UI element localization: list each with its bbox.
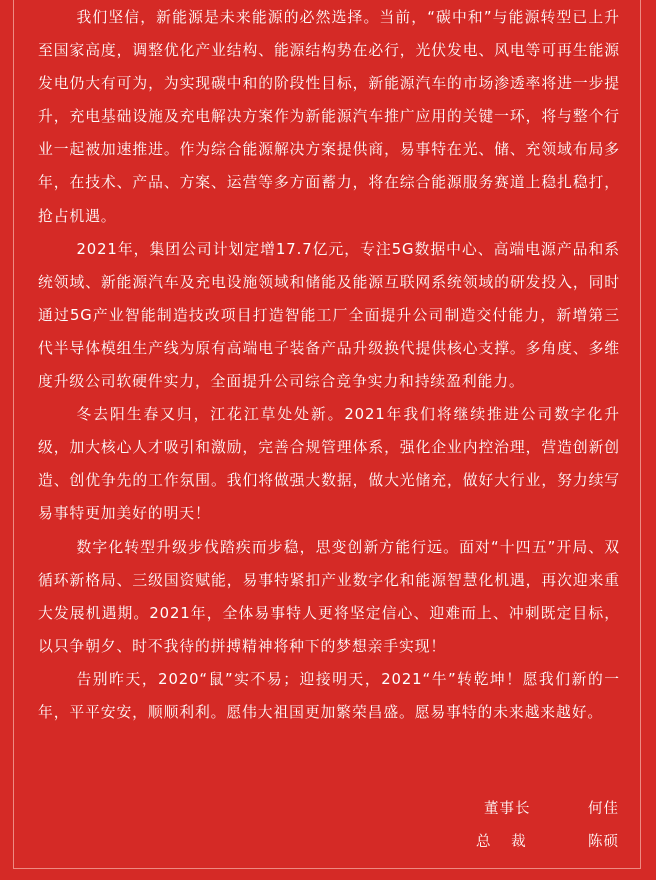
signature-name-chairman: 何佳	[588, 801, 619, 817]
paragraph-new-energy: 我们坚信，新能源是未来能源的必然选择。当前，“碳中和”与能源转型已上升至国家高度，调整优化产业结构、能源结构势在必行，光伏发电、风电等可再生能源发电仍大有可为，为实现碳中和的阶段性目标，新能源汽车的市场渗透率将进一步提升，充电基础设施及充电解决方案作为新能源汽车推广应用的关键一环，将与整个行业一起被加速推进。作为综合能源解决方案提供商，易事特在光、储、充领域布局多年，在技术、产品、方案、运营等多方面蓄力，将在综合能源服务赛道上稳扎稳打，抢占机遇。	[38, 9, 620, 225]
signature-title-chairman: 董事长	[484, 801, 531, 817]
signature-title-president: 总 裁	[476, 834, 527, 850]
paragraph-new-year-wishes: 告别昨天，2020“鼠”实不易；迎接明天，2021“牛”转乾坤！愿我们新的一年，平平安安，顺顺利利。愿伟大祖国更加繁荣昌盛。愿易事特的未来越来越好。	[38, 670, 620, 721]
paragraph-investment-plan: 2021年，集团公司计划定增17.7亿元，专注5G数据中心、高端电源产品和系统领域、新能源汽车及充电设施领域和储能及能源互联网系统领域的研发投入，同时通过5G产业智能制造技改项目打造智能工厂全面提升公司制造交付能力，新增第三代半导体模组生产线为原有高端电子装备产品升级换代提供核心支撑。多角度、多维度升级公司软硬件实力，全面提升公司综合竞争实力和持续盈利能力。	[38, 240, 620, 391]
signature-name-president: 陈硕	[588, 834, 619, 850]
paragraph-digital-upgrade: 冬去阳生春又归，江花江草处处新。2021年我们将继续推进公司数字化升级，加大核心人才吸引和激励，完善合规管理体系，强化企业内控治理，营造创新创造、创优争先的工作氛围。我们将做强大数据，做大光储充，做好大行业，努力续写易事特更加美好的明天！	[38, 406, 620, 523]
paragraph-transformation: 数字化转型升级步伐踏疾而步稳，思变创新方能行远。面对“十四五”开局、双循环新格局、三级国资赋能，易事特紧扣产业数字化和能源智慧化机遇，再次迎来重大发展机遇期。2021年，全体易事特人更将坚定信心、迎难而上、冲刺既定目标，以只争朝夕、时不我待的拼搏精神将种下的梦想亲手实现！	[38, 538, 620, 655]
letter-body	[38, 1, 620, 729]
